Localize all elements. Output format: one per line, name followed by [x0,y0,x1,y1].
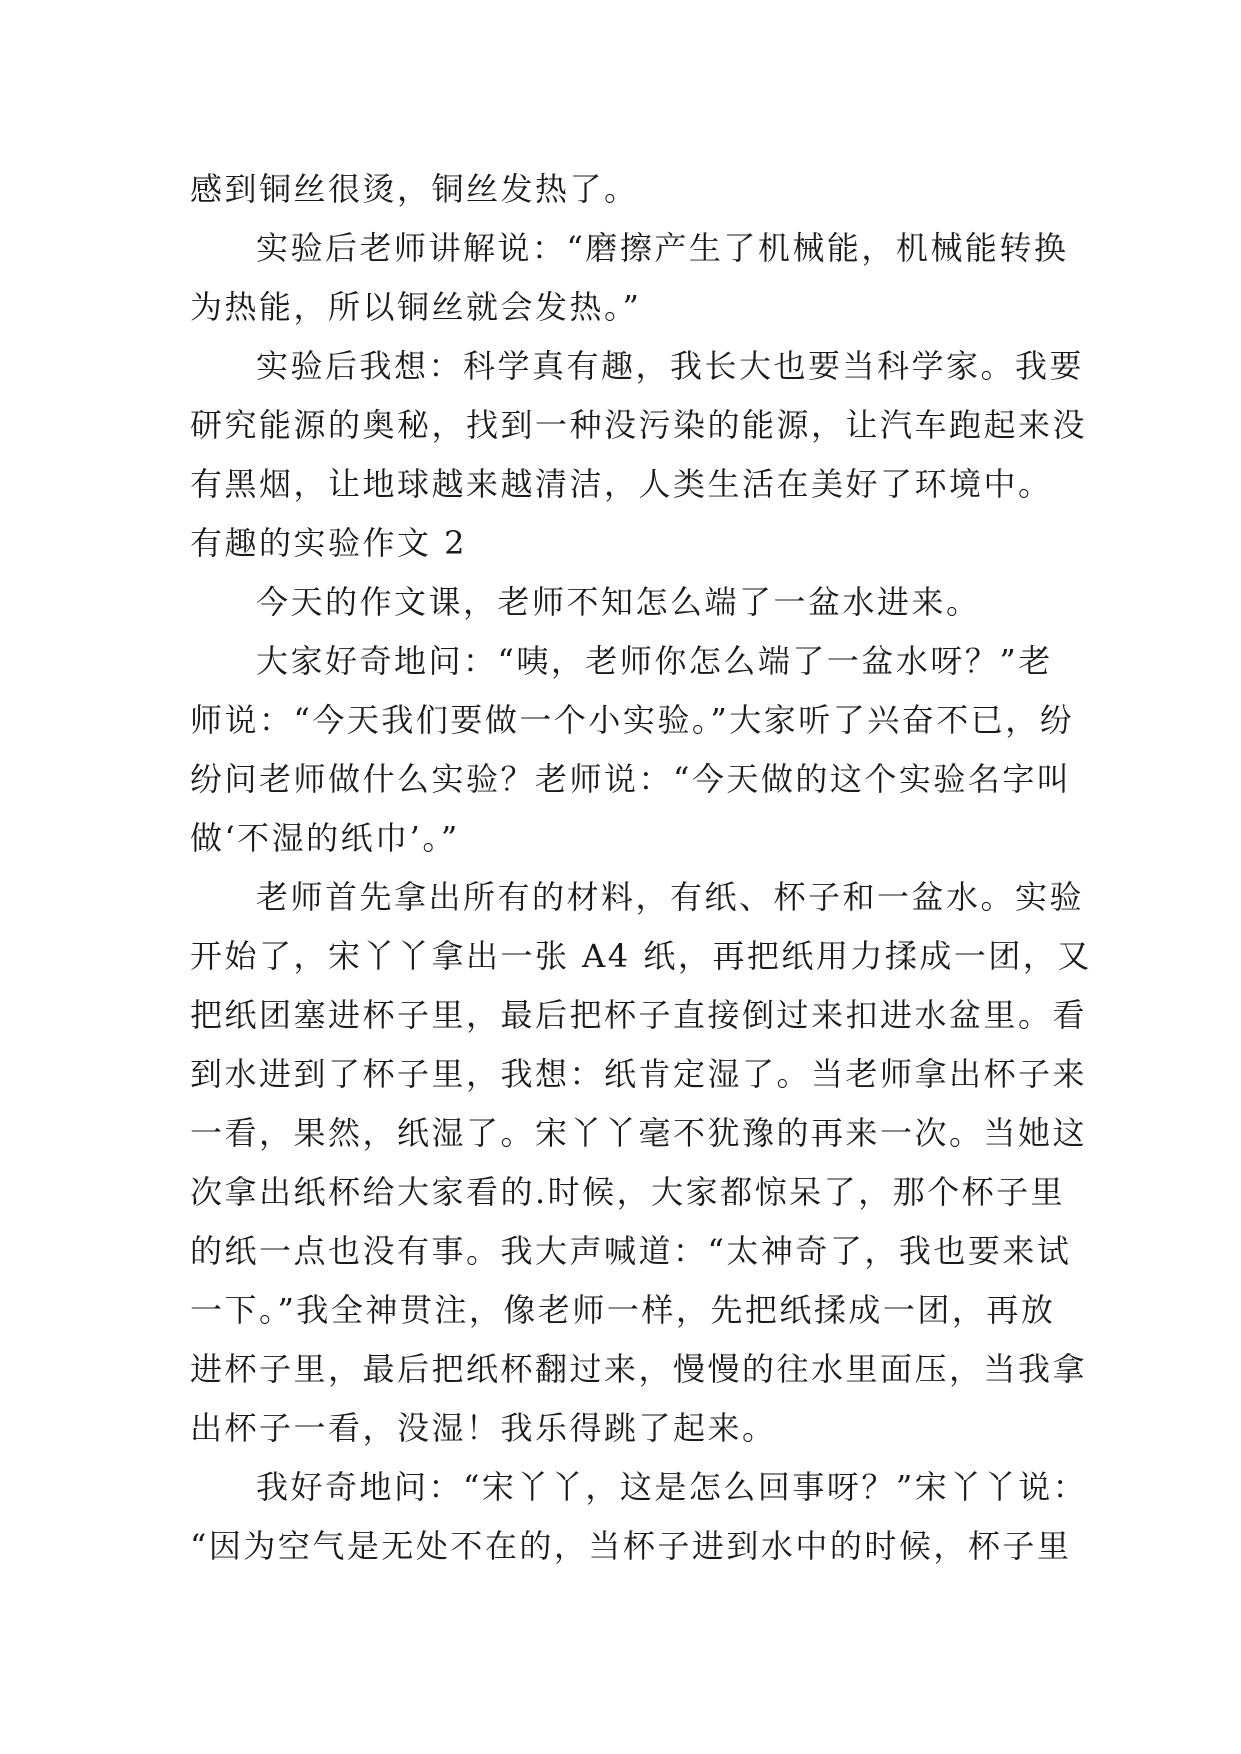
paragraph-line: 一下。”我全神贯注，像老师一样，先把纸揉成一团，再放 [190,1291,1056,1329]
paragraph-line: 开始了，宋丫丫拿出一张 A4 纸，再把纸用力揉成一团，又 [190,937,1092,975]
paragraph-line: 为热能，所以铜丝就会发热。” [190,288,642,326]
paragraph-line: 研究能源的奥秘，找到一种没污染的能源，让汽车跑起来没 [190,406,1088,444]
document-page [190,160,1092,1576]
paragraph-line: 出杯子一看，没湿！我乐得跳了起来。 [190,1409,777,1447]
paragraph-line: 进杯子里，最后把纸杯翻过来，慢慢的往水里面压，当我拿 [190,1350,1088,1388]
paragraph-line: 有黑烟，让地球越来越清洁，人类生活在美好了环境中。 [190,465,1053,503]
paragraph-line: 感到铜丝很烫，铜丝发热了。 [190,170,639,208]
paragraph-line: 的纸一点也没有事。我大声喊道：“太神奇了，我也要来试 [190,1232,1072,1270]
paragraph-line: 实验后老师讲解说：“磨擦产生了机械能，机械能转换 [256,229,1069,267]
paragraph-line: 次拿出纸杯给大家看的.时候，大家都惊呆了，那个杯子里 [190,1173,1066,1211]
paragraph-line: 大家好奇地问：“咦，老师你怎么端了一盆水呀？”老 [256,642,1053,680]
paragraph-line: 一看，果然，纸湿了。宋丫丫毫不犹豫的再来一次。当她这 [190,1114,1088,1152]
paragraph-line: 做‘不湿的纸巾’。” [190,819,460,857]
paragraph-line: 我好奇地问：“宋丫丫，这是怎么回事呀？”宋丫丫说： [256,1468,1088,1506]
paragraph-line: “因为空气是无处不在的，当杯子进到水中的时候，杯子里 [190,1527,1072,1565]
paragraph-line: 纷问老师做什么实验？老师说：“今天做的这个实验名字叫 [190,760,1072,798]
paragraph-line: 老师首先拿出所有的材料，有纸、杯子和一盆水。实验 [256,878,1085,916]
paragraph-line: 到水进到了杯子里，我想：纸肯定湿了。当老师拿出杯子来 [190,1055,1088,1093]
paragraph-line: 今天的作文课，老师不知怎么端了一盆水进来。 [256,583,981,621]
paragraph-line: 实验后我想：科学真有趣，我长大也要当科学家。我要 [256,347,1085,385]
section-heading: 有趣的实验作文 2 [190,524,468,562]
paragraph-line: 把纸团塞进杯子里，最后把杯子直接倒过来扣进水盆里。看 [190,996,1088,1034]
paragraph-line: 师说：“今天我们要做一个小实验。”大家听了兴奋不已，纷 [190,701,1075,739]
